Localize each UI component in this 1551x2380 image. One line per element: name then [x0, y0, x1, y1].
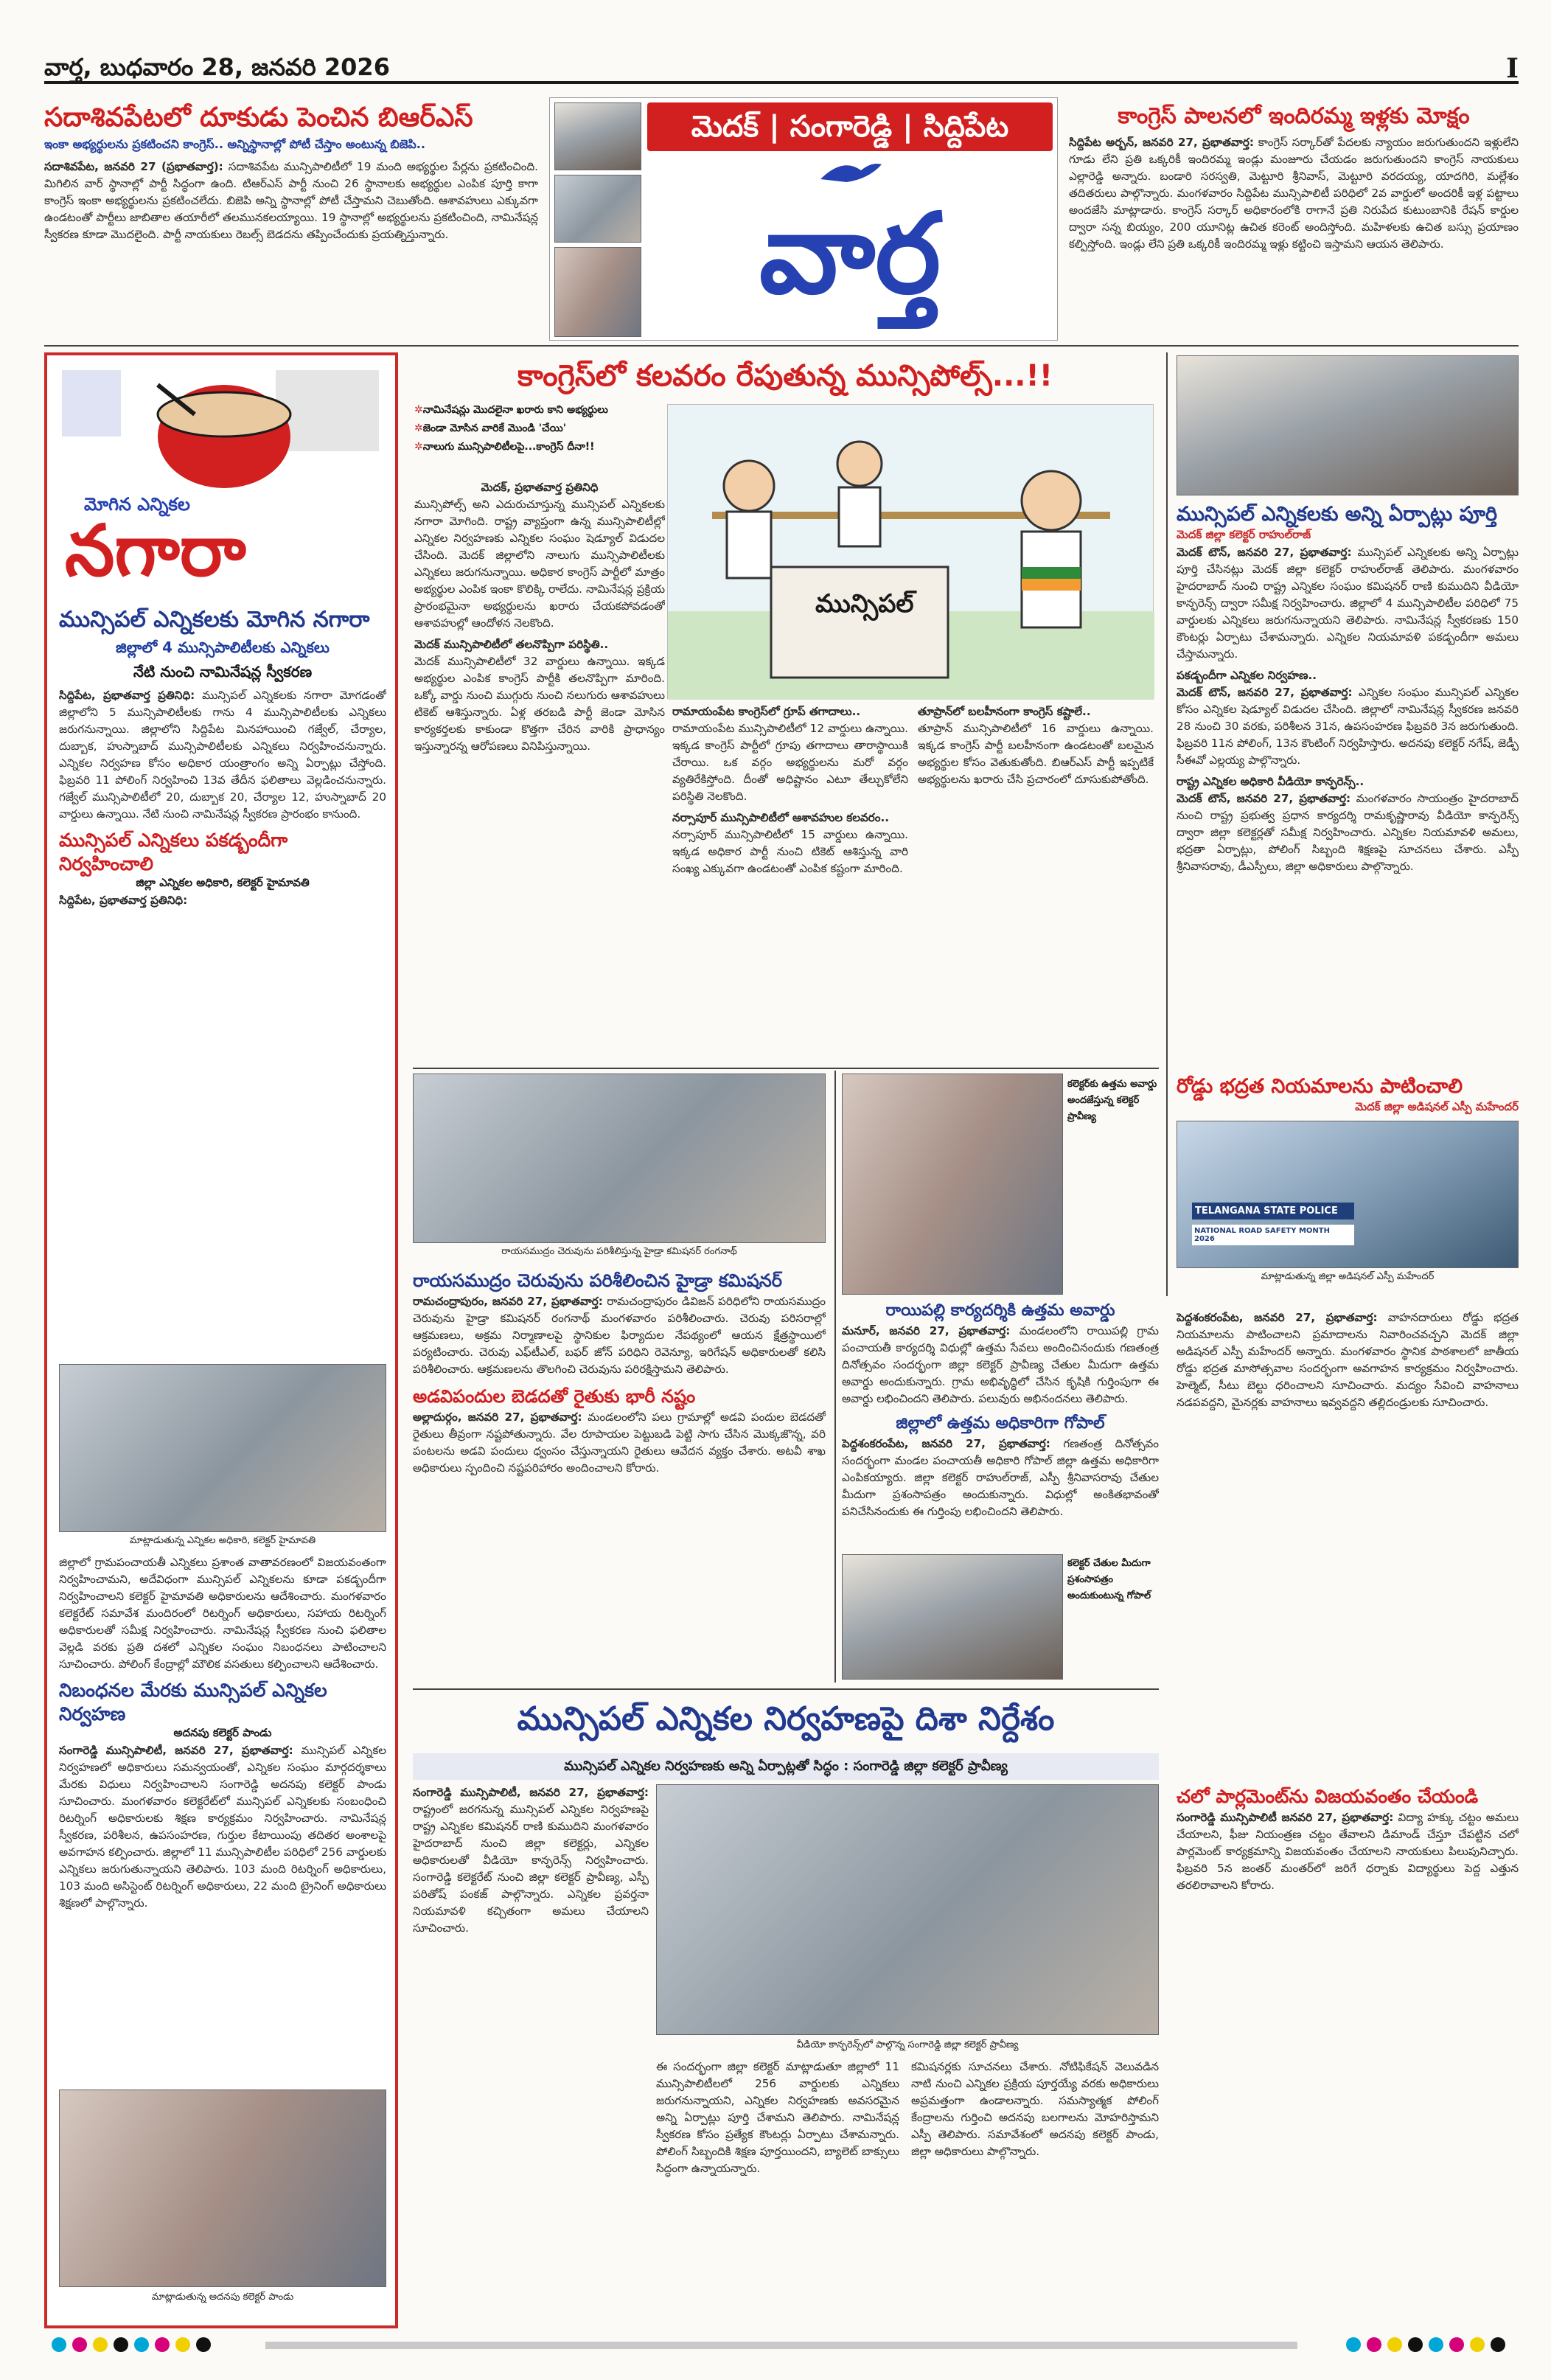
- gopal-side-caption: కలెక్టర్ చేతుల మీదుగా ప్రశంసాపత్రం అందుకుంటున్న గోపాల్: [1067, 1558, 1151, 1601]
- bottom-deck: మున్సిపల్ ఎన్నికల నిర్వహణకు అన్ని ఏర్పాట్లతో సిద్ధం : సంగారెడ్డి జిల్లా కలెక్టర్ ప్రావీణ్య: [413, 1753, 1159, 1780]
- story-body-a: మెదక్ టౌన్, జనవరి 27, ప్రభాతవార్త: ఎన్నికల సంఘం మున్సిపల్ ఎన్నికల కోసం ఎన్నికల షెడ్యూల్ విడుదల చేసింది. జిల్లాలో నామినేషన్ల స్వీకరణ జనవరి 28 నుంచి 30 వరకు, పరిశీలన 31న, ఉపసంహరణ ఫిబ్రవరి 3న జరుగుతుంది. ఫిబ్రవరి 11న పోలింగ్, 13న కౌంటింగ్ నిర్వహిస్తారు. అదనపు కలెక్టర్ నగేష్, జెడ్పీ సీఈవో ఎల్లయ్య పాల్గొన్నారు.: [1177, 686, 1519, 767]
- masthead-line: వార్త, బుధవారం 28, జనవరి 2026: [44, 53, 390, 81]
- lead-sub-a: మెదక్ మున్సిపాలిటీలో తలనొప్పిగా పరిస్థితి..: [414, 638, 609, 651]
- sidebar-body-c: సంగారెడ్డి మున్సిపాలిటీ, జనవరి 27, ప్రభాతవార్త: మున్సిపల్ ఎన్నికల నిర్వహణలో అధికారులు సమన్వయంతో, ఎన్నికల సంఘం మార్గదర్శకాలు మేరకు విధులు నిర్వహించాలని సంగారెడ్డి అదనపు కలెక్టర్ పాండు సూచించారు. మంగళవారం కలెక్టరేట్‌లో మున్సిపల్ ఎన్నికలకు సంబంధించి రిటర్నింగ్ అధికారులకు శిక్షణ కార్యక్రమం నిర్వహించారు. నామినేషన్ల స్వీకరణ, పరిశీలన, ఉపసంహరణ, గుర్తుల కేటాయింపు తదితర అంశాలపై అవగాహన కల్పించారు. జిల్లాలో 11 మున్సిపాలిటీల పరిధిలో 256 వార్డులకు ఎన్నికలు జరుగుతున్నాయని తెలిపారు. 103 మంది రిటర్నింగ్ అధికారులు, 103 మంది అసిస్టెంట్ రిటర్నింగ్ అధికారులు, 22 మంది ట్రైనింగ్ అధికారులు శిక్షణలో పాల్గొన్నారు.: [59, 1744, 386, 1910]
- registration-dot: [155, 2337, 170, 2352]
- edition-banner: [549, 97, 1058, 341]
- story-kicker: మెదక్ జిల్లా కలెక్టర్ రాహుల్‌రాజ్: [1177, 528, 1311, 541]
- sidebar-sub-headline-b: మున్సిపల్ ఎన్నికలు పకడ్బందీగా నిర్వహించాలి: [59, 829, 288, 874]
- lead-body-1: మున్సిపోల్స్ అని ఎదురుచూస్తున్న మున్సిపల్ ఎన్నికలకు నగారా మోగింది. రాష్ట్ర వ్యాప్తంగా ఉన్న మున్సిపాలిటీల్లో ఎన్నికల నిర్వహణకు ఎన్నికల సంఘం షెడ్యూల్ విడుదల చేసింది. మెదక్ జిల్లాలోని నాలుగు మున్సిపాలిటీలకు ఎన్నికలు జరుగనున్నాయి. అధికార కాంగ్రెస్ పార్టీలో మాత్రం అభ్యర్థుల ఎంపిక ఇంకా కొలిక్కి రాలేదు. నామినేషన్ల ప్రక్రియ ప్రారంభమైనా అభ్యర్థులను ఖరారు చేయకపోవడంతో ఆశావహుల్లో ఆందోళన నెలకొంది.: [414, 498, 665, 630]
- bottom-body-2: ఈ సందర్భంగా జిల్లా కలెక్టర్ మాట్లాడుతూ జిల్లాలో 11 మున్సిపాలిటీలలో 256 వార్డులకు ఎన్నికలు జరుగనున్నాయని, ఎన్నికల నిర్వహణకు అవసరమైన అన్ని ఏర్పాట్లు పూర్తి చేశామని తెలిపారు. నామినేషన్ల స్వీకరణ కోసం ప్రత్యేక కౌంటర్లు ఏర్పాటు చేశామన్నారు. పోలింగ్ సిబ్బందికి శిక్షణ పూర్తయిందని, బ్యాలెట్ బాక్సులు సిద్ధంగా ఉన్నాయన్నారు.: [656, 2060, 899, 2175]
- lead-headline: కాంగ్రెస్‌లో కలవరం రేపుతున్న మున్సిపోల్స్...!!: [517, 359, 1053, 393]
- cartoon-label: మున్సిపల్: [815, 589, 914, 619]
- lead-body-3: రామాయంపేట మున్సిపాలిటీలో 12 వార్డులు ఉన్నాయి. ఇక్కడ కాంగ్రెస్ పార్టీలో గ్రూపు తగాదాలు తారాస్థాయికి చేరాయి. ఒక వర్గం అభ్యర్థులను మరో వర్గం వ్యతిరేకిస్తోంది. దీంతో అధిష్టానం ఎటూ తేల్చుకోలేని పరిస్థితి నెలకొంది.: [672, 722, 908, 803]
- story-indiramma: [1069, 102, 1519, 338]
- photo-caption: మాట్లాడుతున్న అదనపు కలెక్టర్ పాండు: [151, 2292, 294, 2303]
- sidebar-subheadline: జిల్లాలో 4 మున్సిపాలిటీలకు ఎన్నికలు: [116, 639, 330, 656]
- road-headline: రోడ్డు భద్రత నియమాలను పాటించాలి: [1177, 1075, 1463, 1098]
- building-photo: [554, 175, 641, 243]
- gopal-photo: [842, 1554, 1063, 1680]
- bottom-headline: మున్సిపల్ ఎన్నికల నిర్వహణపై దిశా నిర్దేశం: [517, 1700, 1055, 1738]
- story-sadasivapet: [44, 102, 538, 338]
- bullet-item: ✲ నాలుగు మున్సిపాలిటీలపై...కాంగ్రెస్ దీనా!!: [414, 441, 665, 455]
- lead-sub-d: తూప్రాన్‌లో బలహీనంగా కాంగ్రెస్ కష్టాలే..: [918, 705, 1091, 718]
- masthead-bar: [44, 53, 1519, 84]
- divider: [44, 345, 1519, 347]
- paper-logo: వార్త: [759, 190, 941, 319]
- bottom-lead-header: [413, 1696, 1159, 1755]
- collector-meeting-photo: [59, 1364, 386, 1532]
- video-conference-photo: [1177, 355, 1519, 495]
- bottom-body-1: సంగారెడ్డి మున్సిపాలిటీ, జనవరి 27, ప్రభాతవార్త: రాష్ట్రంలో జరగనున్న మున్సిపల్ ఎన్నికల నిర్వహణపై రాష్ట్ర ఎన్నికల కమిషనర్ రాణి కుముదిని మంగళవారం హైదరాబాద్ నుంచి జిల్లా కలెక్టర్లు, ఎన్నికల అధికారులతో వీడియో కాన్ఫరెన్స్ నిర్వహించారు. సంగారెడ్డి కలెక్టరేట్ నుంచి జిల్లా కలెక్టర్ ప్రావీణ్య, ఎస్పీ పరితోష్ పంకజ్ పాల్గొన్నారు. ఎన్నికల ప్రవర్తనా నియమావళి కచ్చితంగా అమలు చేయాలని సూచించారు.: [413, 1786, 649, 1935]
- chalo-body: సంగారెడ్డి మున్సిపాలిటీ జనవరి 27, ప్రభాతవార్త: విద్యా హక్కు చట్టం అమలు చేయాలని, ఫీజు నియంత్రణ చట్టం తేవాలని డిమాండ్ చేస్తూ చేపట్టిన చలో పార్లమెంట్ కార్యక్రమాన్ని విజయవంతం చేయాలని నాయకులు పిలుపునిచ్చారు. ఫిబ్రవరి 5న జంతర్ మంతర్‌లో జరిగే ధర్నాకు విద్యార్థులు పెద్ద ఎత్తున తరలిరావాలని కోరారు.: [1177, 1811, 1519, 1892]
- registration-dot: [175, 2337, 190, 2352]
- lead-body-4: నర్సాపూర్ మున్సిపాలిటీలో 15 వార్డులు ఉన్నాయి. ఇక్కడ అధికార పార్టీ నుంచి టికెట్ ఆశిస్తున్న వారి సంఖ్య ఎక్కువగా ఉండటంతో ఎంపిక కష్టంగా మారింది.: [672, 828, 908, 875]
- story-headline-2: జిల్లాలో ఉత్తమ అధికారిగా గోపాల్: [896, 1414, 1105, 1433]
- registration-dot: [134, 2337, 149, 2352]
- registration-dot: [93, 2337, 108, 2352]
- footer-registration-marks: [44, 2336, 1519, 2353]
- sidebar-body-b: జిల్లాలో గ్రామపంచాయతీ ఎన్నికలు ప్రశాంత వాతావరణంలో విజయవంతంగా నిర్వహించామని, అదేవిధంగా మున్సిపల్ ఎన్నికలను కూడా పకడ్బందీగా నిర్వహించాలని కలెక్టర్ హైమావతి అధికారులను ఆదేశించారు. మంగళవారం కలెక్టరేట్ సమావేశ మందిరంలో రిటర్నింగ్ అధికారులు, సహాయ రిటర్నింగ్ అధికారులతో సమీక్ష నిర్వహించారు. నామినేషన్ల స్వీకరణ నుంచి ఫలితాల వెల్లడి వరకు ప్రతి దశలో ఎన్నికల సంఘం నిబంధనలు పాటించాలని సూచించారు. పోలింగ్ కేంద్రాల్లో మౌలిక వసతులు కల్పించాలని ఆదేశించారు.: [59, 1556, 386, 1671]
- registration-dot: [1491, 2337, 1505, 2352]
- story-body-2: పెద్దశంకరంపేట, జనవరి 27, ప్రభాతవార్త: గణతంత్ర దినోత్సవం సందర్భంగా మండల పంచాయతీ అధికారి గోపాల్ జిల్లా ఉత్తమ అధికారిగా ఎంపికయ్యారు. జిల్లా కలెక్టర్ రాహుల్‌రాజ్, ఎస్పీ శ్రీనివాసరావు చేతుల మీదుగా ప్రశంసాపత్రం అందుకున్నారు. విధుల్లో అంకితభావంతో పనిచేసినందుకు ఈ గుర్తింపు లభించిందని తెలిపారు.: [842, 1437, 1159, 1518]
- story-subheadline: ఇంకా అభ్యర్థులను ప్రకటించని కాంగ్రెస్.. అన్నిస్థానాల్లో పోటీ చేస్తాం అంటున్న బిజెపి..: [44, 137, 425, 151]
- bottom-col-3: [911, 2059, 1159, 2241]
- story-headline: రాయిపల్లి కార్యదర్శికి ఉత్తమ అవార్డు: [885, 1301, 1115, 1320]
- banner-sub: NATIONAL ROAD SAFETY MONTH 2026: [1192, 1225, 1354, 1245]
- sidebar-sub-kicker-c: అదనపు కలెక్టర్ పాండు: [173, 1726, 272, 1739]
- road-safety-photo: [1177, 1121, 1519, 1268]
- road-body: పెద్దశంకరంపేట, జనవరి 27, ప్రభాతవార్త: వాహనదారులు రోడ్డు భద్రత నియమాలను పాటించాలని ప్రమాదాలను నివారించవచ్చని మెదక్ జిల్లా అడిషనల్ ఎస్పీ మహేందర్ అన్నారు. మంగళవారం స్థానిక పాఠశాలలో జాతీయ రోడ్డు భద్రత మాసోత్సవాల సందర్భంగా అవగాహన కార్యక్రమం నిర్వహించారు. హెల్మెట్, సీటు బెల్టు ధరించాలని సూచించారు. మద్యం సేవించి వాహనాలు నడపవద్దని, మైనర్లకు వాహనాలు ఇవ్వవద్దని తల్లిదండ్రులకు సూచించారు.: [1177, 1311, 1519, 1409]
- drum-icon: [55, 363, 391, 510]
- registration-dot: [1449, 2337, 1464, 2352]
- chalo-headline: చలో పార్లమెంట్‌ను విజయవంతం చేయండి: [1177, 1786, 1479, 1807]
- story-headline: మున్సిపల్ ఎన్నికలకు అన్ని ఏర్పాట్లు పూర్తి: [1177, 503, 1497, 526]
- lead-col-3: [918, 703, 1154, 1062]
- training-photo: [59, 2090, 386, 2287]
- lead-dateline: మెదక్, ప్రభాతవార్త ప్రతినిధి: [481, 481, 599, 494]
- registration-dot: [1470, 2337, 1485, 2352]
- story-award: [842, 1299, 1159, 1550]
- cartoon-illustration-icon: [668, 405, 1154, 700]
- photo-caption: మాట్లాడుతున్న ఎన్నికల అధికారి, కలెక్టర్ హైమావతి: [129, 1535, 316, 1546]
- sidebar-sub-headline-c: నిబంధనల మేరకు మున్సిపల్ ఎన్నికల నిర్వహణ: [59, 1680, 327, 1725]
- sidebar-elections: [44, 352, 398, 2328]
- divider: [1166, 352, 1168, 1296]
- sidebar-body: సిద్దిపేట, ప్రభాతవార్త ప్రతినిధి: మున్సిపల్ ఎన్నికలకు నగారా మోగడంతో జిల్లాలోని 5 మున్సిపాలిటీలకు గాను 4 మున్సిపాలిటీలకు ఎన్నికలు జరుగనున్నాయి. జిల్లాలోని సిద్దిపేట మినహాయించి గజ్వేల్, చేర్యాల, దుబ్బాక, హుస్నాబాద్ మున్సిపాలిటీలకు ఎన్నికలు నిర్వహించనున్నారు. ఎన్నికల నిర్వహణ కోసం అధికార యంత్రాంగం అన్ని ఏర్పాట్లు చేస్తోంది. ఫిబ్రవరి 11 పోలింగ్ నిర్వహించి 13వ తేదీన ఫలితాలు వెల్లడించనున్నారు. గజ్వేల్ మున్సిపాలిటీలో 20, దుబ్బాక 20, చేర్యాల 12, హుస్నాబాద్ 20 వార్డులు ఉన్నాయి. నేటి నుంచి నామినేషన్ల స్వీకరణ ప్రారంభం కానుంది.: [59, 689, 386, 821]
- bullet-item: ✲ నామినేషన్లు మొదలైనా ఖరారు కాని అభ్యర్థులు: [414, 404, 665, 418]
- nagara-graphic: [55, 363, 391, 599]
- story-headline: సదాశివపేటలో దూకుడు పెంచిన బిఆర్ఎస్: [44, 102, 473, 133]
- temple-photo: [554, 102, 641, 170]
- story-body: రామచంద్రాపురం, జనవరి 27, ప్రభాతవార్త: రామచంద్రాపురం డివిజన్ పరిధిలోని రాయసముద్రం చెరువును హైడ్రా కమిషనర్ రంగనాథ్ మంగళవారం పరిశీలించారు. చెరువు పరిసరాల్లో ఆక్రమణలు, అక్రమ నిర్మాణాలపై స్థానికుల ఫిర్యాదుల నేపథ్యంలో ఆయన క్షేత్రస్థాయిలో పర్యటించారు. చెరువు ఎఫ్‌టీఎల్, బఫర్ జోన్ పరిధిని రెవెన్యూ, ఇరిగేషన్ అధికారులతో కలిసి పరిశీలించారు. ఆక్రమణలను తొలగించి చెరువును పరిరక్షిస్తామని తెలిపారు.: [413, 1295, 826, 1376]
- road-kicker: మెదక్ జిల్లా అడిషనల్ ఎస్పీ మహేందర్: [1355, 1100, 1519, 1113]
- sidebar-sub-kicker-b: జిల్లా ఎన్నికల అధికారి, కలెక్టర్ హైమావతి: [136, 876, 310, 889]
- registration-dot: [1429, 2337, 1443, 2352]
- color-marks-right: [1346, 2337, 1511, 2355]
- lead-col-1: [414, 479, 665, 1062]
- story-sub-body: అల్లాదుర్గం, జనవరి 27, ప్రభాతవార్త: మండలంలోని పలు గ్రామాల్లో అడవి పందుల బెడదతో రైతులు తీవ్రంగా నష్టపోతున్నారు. వేల రూపాయల పెట్టుబడి పెట్టి సాగు చేసిన మొక్కజొన్న, వరి పంటలను అడవి పందులు ధ్వంసం చేస్తున్నాయని రైతులు ఆవేదన వ్యక్తం చేశారు. అటవీ శాఖ అధికారులు స్పందించి నష్టపరిహారం అందించాలని కోరారు.: [413, 1410, 826, 1475]
- bottom-col-2: [656, 2059, 899, 2241]
- registration-dot: [1346, 2337, 1361, 2352]
- sidebar-story-a: [59, 606, 386, 1358]
- story-sub-a: పకడ్బందీగా ఎన్నికల నిర్వహణ..: [1177, 669, 1317, 682]
- story-arrangements: [1177, 501, 1519, 1069]
- registration-dot: [1367, 2337, 1381, 2352]
- footer-bar: [265, 2342, 1297, 2349]
- story-headline: రాయసముద్రం చెరువును పరిశీలించిన హైడ్రా కమిషనర్: [413, 1270, 782, 1291]
- registration-dot: [114, 2337, 128, 2352]
- photo-caption: మాట్లాడుతున్న జిల్లా అడిషనల్ ఎస్పీ మహేందర్: [1261, 1271, 1435, 1282]
- sidebar-dateline-b: సిద్దిపేట, ప్రభాతవార్త ప్రతినిధి:: [59, 894, 188, 907]
- sidebar-logo-word: నగారా: [65, 509, 246, 592]
- story-hydraa: [413, 1268, 826, 1681]
- story-body: మనూర్, జనవరి 27, ప్రభాతవార్త: మండలంలోని రాయిపల్లి గ్రామ పంచాయతీ కార్యదర్శి విధుల్లో ఉత్తమ సేవలు అందించినందుకు గణతంత్ర దినోత్సవం సందర్భంగా జిల్లా కలెక్టర్ ప్రావీణ్య చేతుల మీదుగా ఉత్తమ అవార్డు అందుకున్నారు. గ్రామ అభివృద్ధిలో చేసిన కృషికి గుర్తింపుగా ఈ అవార్డు లభించిందని తెలిపారు. పలువురు అభినందనలు తెలిపారు.: [842, 1324, 1159, 1405]
- road-safety-story: [1177, 1309, 1519, 1774]
- registration-dot: [1387, 2337, 1402, 2352]
- lead-headline-bar: [413, 355, 1157, 400]
- color-marks-left: [52, 2337, 217, 2355]
- sidebar-kicker: మోగిన ఎన్నికల: [84, 494, 190, 515]
- cartoon: [667, 404, 1154, 699]
- page-marker: I: [1506, 53, 1519, 84]
- banner-text: TELANGANA STATE POLICE: [1192, 1203, 1354, 1219]
- paper-logo-block: [647, 157, 1053, 337]
- edition-title: మెదక్ | సంగారెడ్డి | సిద్దిపేట: [647, 102, 1053, 151]
- divider: [413, 1068, 1159, 1069]
- sidebar-subheadline-2: నేటి నుంచి నామినేషన్ల స్వీకరణ: [133, 663, 313, 681]
- story-headline: కాంగ్రెస్ పాలనలో ఇందిరమ్మ ఇళ్లకు మోక్షం: [1118, 103, 1470, 129]
- award-side-caption: కలెక్టర్‌కు ఉత్తమ అవార్డు అందజేస్తున్న కలెక్టర్ ప్రావీణ్య: [1067, 1079, 1157, 1122]
- registration-dot: [72, 2337, 87, 2352]
- lead-sub-c: నర్సాపూర్ మున్సిపాలిటీలో ఆశావహుల కలవరం..: [672, 811, 890, 824]
- lead-body-5: తూప్రాన్ మున్సిపాలిటీలో 16 వార్డులు ఉన్నాయి. ఇక్కడ కాంగ్రెస్ పార్టీ బలహీనంగా ఉండటంతో బలమైన అభ్యర్థుల కోసం వెతుకుతోంది. బిఆర్ఎస్ పార్టీ ఇప్పటికే అభ్యర్థులను ఖరారు చేసి ప్రచారంలో దూసుకుపోతోంది.: [918, 722, 1154, 786]
- story-body: సిద్దిపేట అర్బన్, జనవరి 27, ప్రభాతవార్త: కాంగ్రెస్ సర్కార్‌తో పేదలకు న్యాయం జరుగుతుందని ఇళ్లులేని గూడు లేని ప్రతి ఒక్కరికీ ఇందిరమ్మ ఇండ్లు మంజూరు చేయడం జరుగుతుందని కాంగ్రెస్ నాయకులు ఎల్లారెడ్డి అన్నారు. బండారి సరస్వతి, మెట్టూరి శ్రీనివాస్, మెట్టూరి వరదయ్య, యాదగిరి, మల్లేశం తదితరులు పాల్గొన్నారు. మంగళవారం సిద్దిపేట మున్సిపాలిటీ పరిధిలో 2వ వార్డులో అందరికీ ఇళ్ల పట్టాలు అందజేసి మాట్లాడారు. కాంగ్రెస్ సర్కార్ అధికారంలోకి రాగానే ప్రతి నిరుపేద కుటుంబానికి రేషన్ కార్డుల ద్వారా సన్న బియ్యం, 200 యూనిట్ల ఉచిత కరెంట్ అందిస్తోంది. మహిళలకు ఉచిత బస్సు ప్రయాణం కల్పిస్తోంది. ఇండ్లు లేని ప్రతి ఒక్కరికీ ఇందిరమ్మ ఇళ్లు కట్టించి ఇస్తామని ఆయన తెలిపారు.: [1069, 136, 1519, 251]
- registration-dot: [1408, 2337, 1423, 2352]
- registration-dot: [52, 2337, 66, 2352]
- chalo-parliament-story: [1177, 1784, 1519, 2057]
- clocktower-photo: [554, 247, 641, 337]
- lead-sub-b: రామాయంపేట కాంగ్రెస్‌లో గ్రూప్ తగాదాలు..: [672, 705, 861, 718]
- award-photo: [842, 1074, 1063, 1295]
- bullet-item: ✲ జెండా మోసిన వారికే మొండి 'చేయి': [414, 422, 665, 436]
- divider: [834, 1071, 836, 1683]
- lead-bullets: [414, 404, 665, 476]
- lead-body-2: మెదక్ మున్సిపాలిటీలో 32 వార్డులు ఉన్నాయి. ఇక్కడ అభ్యర్థుల ఎంపిక కాంగ్రెస్ పార్టీకి తలనొప్పిగా మారింది. ఒక్కో వార్డు నుంచి ముగ్గురు నుంచి నలుగురు ఆశావహులు టికెట్ ఆశిస్తున్నారు. ఏళ్ల తరబడి పార్టీ జెండా మోసిన కార్యకర్తలకు కాకుండా కొత్తగా చేరిన వారికి ప్రాధాన్యం ఇస్తున్నారన్న ఆరోపణలు వినిపిస్తున్నాయి.: [414, 655, 665, 753]
- video-conference-photo-2: [656, 1784, 1159, 2035]
- bottom-body-3: కమిషనర్లకు సూచనలు చేశారు. నోటిఫికేషన్ వెలువడిన నాటి నుంచి ఎన్నికల ప్రక్రియ పూర్తయ్యే వరకు అధికారులు అప్రమత్తంగా ఉండాలన్నారు. సమస్యాత్మక పోలింగ్ కేంద్రాలను గుర్తించి అదనపు బలగాలను మోహరిస్తామని ఎస్పీ తెలిపారు. సమావేశంలో అదనపు కలెక్టర్ పాండు, జిల్లా అధికారులు పాల్గొన్నారు.: [911, 2060, 1159, 2158]
- registration-dot: [196, 2337, 211, 2352]
- sidebar-headline: మున్సిపల్ ఎన్నికలకు మోగిన నగారా: [59, 607, 370, 633]
- photo-caption: రాయసముద్రం చెరువును పరిశీలిస్తున్న హైడ్రా కమిషనర్ రంగనాథ్: [501, 1246, 737, 1257]
- photo-caption: వీడియో కాన్ఫరెన్స్‌లో పాల్గొన్న సంగారెడ్డి జిల్లా కలెక్టర్ ప్రావీణ్య: [796, 2039, 1019, 2050]
- divider: [413, 1688, 1159, 1690]
- hydraa-photo: [413, 1074, 826, 1243]
- story-body-b: మెదక్ టౌన్, జనవరి 27, ప్రభాతవార్త: మంగళవారం సాయంత్రం హైదరాబాద్ నుంచి రాష్ట్ర ప్రభుత్వ ప్రధాన కార్యదర్శి రామకృష్ణారావు వీడియో కాన్ఫరెన్స్ ద్వారా జిల్లా కలెక్టర్లతో సమీక్ష నిర్వహించారు. ఎన్నికల నియమావళి అమలు, భద్రతా ఏర్పాట్లు, పోలింగ్ సిబ్బంది శిక్షణపై సూచనలు చేశారు. ఎస్పీ శ్రీనివాసరావు, డీఎస్పీలు, జిల్లా అధికారులు పాల్గొన్నారు.: [1177, 792, 1519, 873]
- story-sub-b: రాష్ట్ర ఎన్నికల అధికారి వీడియో కాన్ఫరెన్స్..: [1177, 775, 1364, 788]
- story-body: సదాశివపేట, జనవరి 27 (ప్రభాతవార్త): సదాశివపేట మున్సిపాలిటీలో 19 మంది అభ్యర్థుల పేర్లను ప్రకటించింది. మిగిలిన వార్ స్థానాల్లో పార్టీ సిద్ధంగా ఉంది. టిఆర్ఎస్ పార్టీ నుంచి 26 స్థానాలకు అభ్యర్థుల ఎంపిక పూర్తి కాగా కాంగ్రెస్ ఇంకా అభ్యర్థులను ప్రకటించలేదు. బిజెపి అన్ని స్థానాల్లో పోటీ చేస్తామని చెబుతోంది. ఆశావహులు ఎక్కువగా ఉండటంతో పార్టీలు జాబితాల తయారీలో తలమునకలయ్యాయి. 19 స్థానాల్లో అభ్యర్థులను ప్రకటించింది, నామినేషన్ల స్వీకరణ కూడా మొదలైంది. పార్టీ నాయకులు రెబల్స్ బెడదను తప్పించేందుకు ప్రయత్నిస్తున్నారు.: [44, 160, 538, 241]
- story-sub-headline: అడవిపందుల బెడదతో రైతుకు భారీ నష్టం: [413, 1386, 696, 1407]
- lead-col-2: [672, 703, 908, 1062]
- story-body: మెదక్ టౌన్, జనవరి 27, ప్రభాతవార్త: మున్సిపల్ ఎన్నికలకు అన్ని ఏర్పాట్లు పూర్తి చేసినట్లు మెదక్ జిల్లా కలెక్టర్ రాహుల్‌రాజ్ తెలిపారు. మంగళవారం హైదరాబాద్ నుంచి రాష్ట్ర ఎన్నికల సంఘం కమిషనర్ రాణి కుముదిని వీడియో కాన్ఫరెన్స్ ద్వారా సమీక్ష నిర్వహించారు. జిల్లాలో 4 మున్సిపాలిటీల పరిధిలో 75 వార్డులకు ఎన్నికలు జరుగనున్నాయని తెలిపారు. నామినేషన్ల స్వీకరణకు 150 కౌంటర్లు ఏర్పాటు చేశామన్నారు. ఎన్నికల నియమావళి పకడ్బందీగా అమలు చేస్తామన్నారు.: [1177, 546, 1519, 661]
- bottom-col-1: [413, 1784, 649, 2241]
